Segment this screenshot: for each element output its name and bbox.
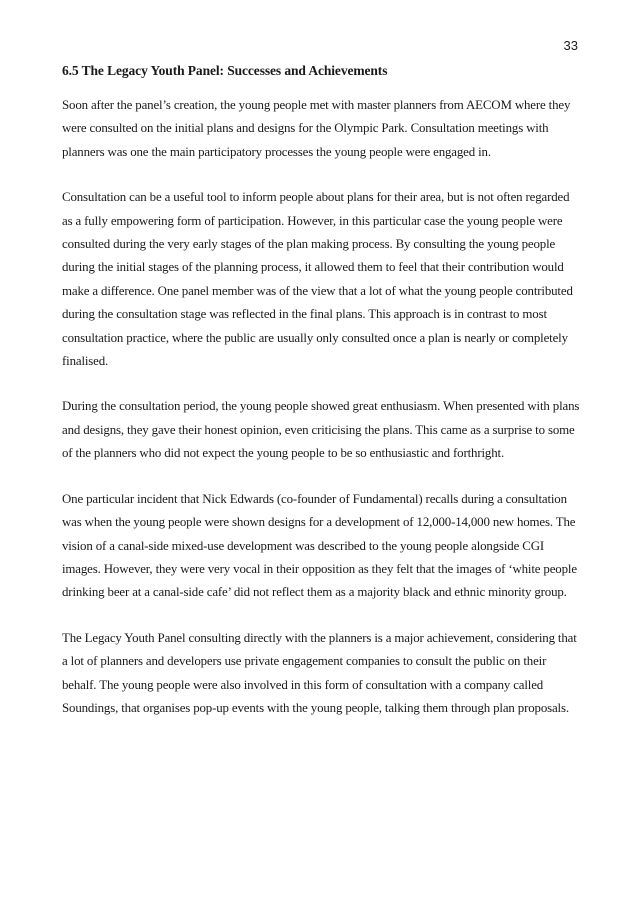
paragraph-2: Consultation can be a useful tool to inform people about plans for their area, but is not often regarded as a fully empowering form of participation. However, in this particular case the young people were consulted during the very early stages of the plan making process. By consulting the young people during the initial stages of the planning process, it allowed them to feel that their contribution would make a difference. One panel member was of the view that a lot of what the young people contributed during the consultation stage was reflected in the final plans. This approach is in contrast to most consultation practice, where the public are usually only consulted once a plan is nearly or completely finalised. bbox=[62, 190, 573, 369]
section-heading: 6.5 The Legacy Youth Panel: Successes and Achievements bbox=[62, 63, 388, 78]
paragraph-3: During the consultation period, the young people showed great enthusiasm. When presented with plans and designs, they gave their honest opinion, even criticising the plans. This came as a surprise to some of the planners who did not expect the young people to be so enthusiastic and forthright. bbox=[62, 399, 580, 461]
paragraph-5: The Legacy Youth Panel consulting directly with the planners is a major achievement, considering that a lot of planners and developers use private engagement companies to consult the public on their behalf. The young people were also involved in this form of consultation with a company called Soundings, that organises pop-up events with the young people, talking them through plan proposals. bbox=[62, 630, 577, 715]
paragraph-4: One particular incident that Nick Edwards (co-founder of Fundamental) recalls during a consultation was when the young people were shown designs for a development of 12,000-14,000 new homes. The vision of a canal-side mixed-use development was described to the young people alongside CGI images. However, they were very vocal in their opposition as they felt that the images of ‘white people drinking beer at a canal-side cafe’ did not reflect them as a majority black and ethnic minority group. bbox=[62, 491, 577, 600]
paragraph-1: Soon after the panel’s creation, the young people met with master planners from AECOM where they were consulted on the initial plans and designs for the Olympic Park. Consultation meetings with planners was one the main participatory processes the young people were engaged in. bbox=[62, 98, 571, 159]
page-number: 33 bbox=[563, 38, 578, 53]
page-content bbox=[62, 62, 582, 742]
